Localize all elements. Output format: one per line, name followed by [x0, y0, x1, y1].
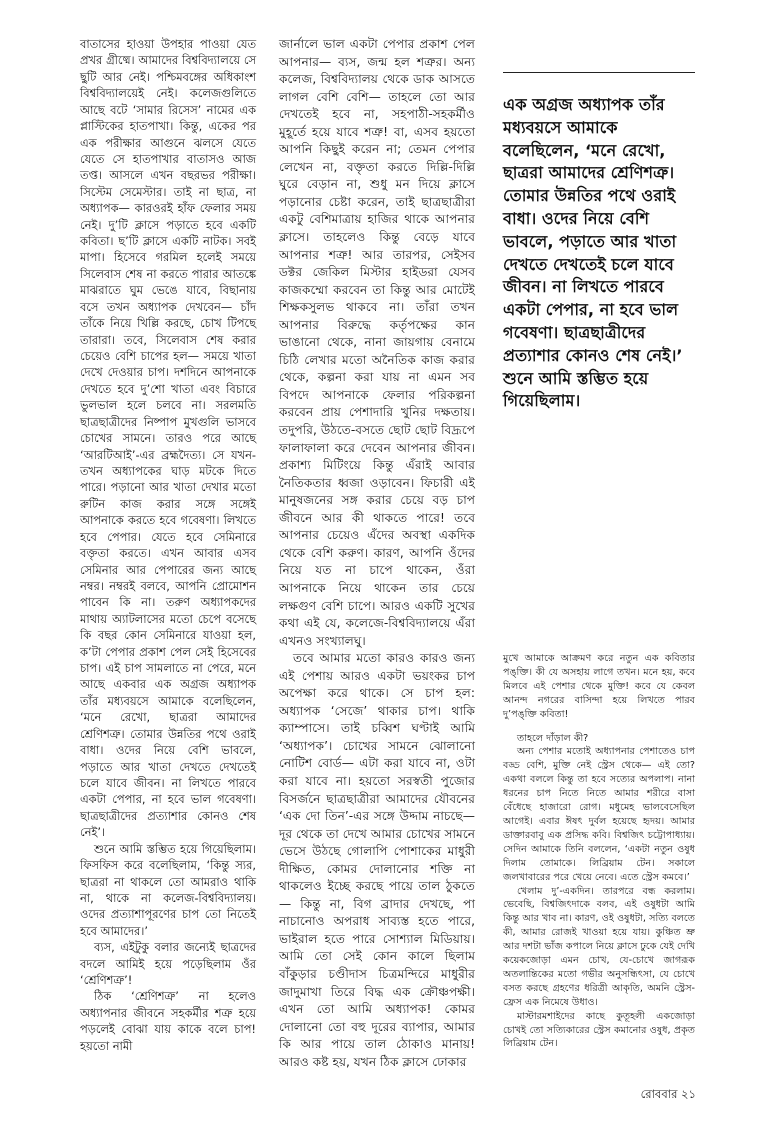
subheading: তাহলে দাঁড়াল কী?	[517, 732, 589, 744]
pull-quote: এক অগ্রজ অধ্যাপক তাঁর মধ্যবয়সে আমাকে বলেছিলেন, ‘মনে রেখো, ছাত্ররা আমাদের শ্রেণিশত্রু। তোমার উন্নতির পথে ওরাই বাধা। ওদের নিয়ে বেশি ভাবলে, পড়াতে আর খাতা দেখতে দেখতেই চলে যাবে জীবন। না লিখতে পারবে একটা পেপার, না হবে ভাল গবেষণা। ছাত্রছাত্রীদের প্রত্যাশার কোনও শেষ নেই।’ শুনে আমি স্তম্ভিত হয়ে গিয়েছিলাম।	[503, 95, 683, 411]
pull-quote-rule	[503, 72, 695, 73]
paragraph: অন্য পেশার মতোই অধ্যাপনার পেশাতেও চাপ বড্ড বেশি, মুক্তি নেই স্ট্রেস থেকে— এই তো? একথা বললে কিন্তু তা হবে সত্যের অপলাপ। নানা ধরনের চাপ নিতে নিতে আমার শরীরে বাসা বেঁধেছে হাজারো রোগ। মধুমেহ ভালবেসেছিল আগেই। এবার ঈষৎ দুর্বল হয়েছে হৃদয়। আমার ডাক্তারবাবু এক প্রসিদ্ধ কবি। বিশ্বজিৎ চট্টোপাধ্যায়। সেদিন আমাকে তিনি বললেন, ‘একটা নতুন ওষুধ দিলাম তোমাকে। লিব্রিয়াম টেন। সকালে জলখাবারের পরে খেয়ে নেবে। এতে স্ট্রেস কমবে।’	[503, 746, 695, 883]
article-column-3	[503, 652, 695, 1051]
paragraph: ব্যস, এইটুকু বলার জন্যেই ছাত্রদের বদলে আমিই হয়ে পড়েছিলাম ওঁর ‘শ্রেণিশত্রু’!	[80, 940, 256, 988]
paragraph: জার্নালে ভাল একটা পেপার প্রকাশ পেল আপনার— ব্যস, জন্ম হল শত্রুর। অন্য কলেজ, বিশ্ববিদ্যালয় থেকে ডাক আসতে লাগল বেশি বেশি— তাহলে তো আর দেখতেই হবে না, সহপাঠী-সহকর্মীও মুহূর্তে হয়ে যাবে শত্রু! বা, এসব হয়তো আপনি কিছুই করেন না; তেমন পেপার লেখেন না, বক্তৃতা করতে দিল্লি-দিল্লি ঘুরে বেড়ান না, শুধু মন দিয়ে ক্লাসে পড়ানোর চেষ্টা করেন, তাই ছাত্রছাত্রীরা একটু বেশিমাত্রায় হাজির থাকে আপনার ক্লাসে। তাহলেও কিন্তু বেড়ে যাবে আপনার শত্রু! আর তারপর, সেইসব ডক্টর জেকিল মিস্টার হাইডরা যেসব কাজকম্মো করবেন তা কিন্তু আর মোটেই শিক্ষকসুলভ থাকবে না। তাঁরা তখন আপনার বিরুদ্ধে কর্তৃপক্ষের কান ভাঙানো থেকে, নানা জায়গায় বেনামে চিঠি লেখার মতো অনৈতিক কাজ করার থেকে, কল্পনা করা যায় না এমন সব বিপদে আপনাকে ফেলার পরিকল্পনা করবেন প্রায় পেশাদারি খুনির দক্ষতায়। তদুপরি, উঠতে-বসতে ছোট ছোট বিদ্রূপে ফালাফালা করে দেবেন আপনার জীবন। প্রকাশ্য মিটিংয়ে কিন্তু এঁরাই আবার নৈতিকতার ধ্বজা ওড়াবেন। ফিচারী এই মানুষজনের সঙ্গ করার চেয়ে বড় চাপ জীবনে আর কী থাকতে পারে! তবে আপনার চেয়েও এঁদের অবস্থা একদিক থেকে বেশি করুণ। কারণ, আপনি ওঁদের নিয়ে যত না চাপে থাকেন, ওঁরা আপনাকে নিয়ে থাকেন তার চেয়ে লক্ষগুণ বেশি চাপে। আরও একটি সুখের কথা এই যে, কলেজে-বিশ্ববিদ্যালয়ে এঁরা এখনও সংখ্যালঘু।	[279, 37, 475, 648]
paragraph: তবে আমার মতো কারও কারও জন্য এই পেশায় আরও একটা ভয়ংকর চাপ অপেক্ষা করে থাকে। সে চাপ হল: অধ্যাপক ‘সেজে’ থাকার চাপ। থাকি ক্যাম্পাসে। তাই চব্বিশ ঘণ্টাই আমি ‘অধ্যাপক’। চোখের সামনে ঝোলানো নোটিশ বোর্ড— এটা করা যাবে না, ওটা করা যাবে না। হয়তো সরস্বতী পুজোর বিসর্জনে ছাত্রছাত্রীরা আমাদের যৌবনের ‘এক দো তিন’-এর সঙ্গে উদ্দাম নাচছে— দূর থেকে তা দেখে আমার চোখের সামনে ভেসে উঠছে গোলাপি পোশাকের মাধুরী দীক্ষিত, কোমর দোলানোর শক্তি না থাকলেও ইচ্ছে করছে পায়ে তাল ঠুকতে— কিন্তু না, বিগ ব্রাদার দেখছে, পা নাচানোও অপরাধ সাব্যস্ত হতে পারে, ভাইরাল হতে পারে সোশ্যাল মিডিয়ায়। আমি তো সেই কোন কালে ছিলাম বাঁকুড়ার চণ্ডীদাস চিত্রমন্দিরে মাধুরীর জাদুমাখা তিরে বিদ্ধ এক ক্রৌঞ্চপক্ষী। এখন তো আমি অধ্যাপক! কোমর দোলানো তো বহু দূরের ব্যাপার, আমার কি আর পায়ে তাল ঠোকাও মানায়! আরও কষ্ট হয়, যখন ঠিক ক্লাসে ঢোকার	[279, 651, 475, 1069]
paragraph: বাতাসের হাওয়া উপহার পাওয়া যেত প্রখর গ্রীষ্মে। আমাদের বিশ্ববিদ্যালয়ে সে ছুটি আর নেই। পশ্চিমবঙ্গের অধিকাংশ বিশ্ববিদ্যালয়েই নেই। কলেজগুলিতে আছে বটে ‘সামার রিসেস’ নামের এক প্লাস্টিকের হাতপাখা। কিন্তু, একের পর এক পরীক্ষার আগুনে ঝলসে যেতে যেতে সে হাতপাখার বাতাসও আজ তপ্ত। আসলে এখন বছরভর পরীক্ষা। সিস্টেম সেমেস্টার। তাই না ছাত্র, না অধ্যাপক— কারওরই হাঁফ ফেলার সময় নেই। দু’টি ক্লাসে পড়াতে হবে একটি কবিতা। ছ’টি ক্লাসে একটি নাটক। সবই মাপা। হিসেবে গরমিল হলেই সময়ে সিলেবাস শেষ না করতে পারার আতঙ্কে মাঝরাতে ঘুম ভেঙে যাবে, বিছানায় বসে তখন অধ্যাপক দেখবেন— চাঁদ তাঁকে নিয়ে খিল্লি করছে, চোখ টিপছে তারারা। তবে, সিলেবাস শেষ করার চেয়েও বেশি চাপের হল— সময়ে খাতা দেখে দেওয়ার চাপ। দশদিনে আপনাকে দেখতে হবে দু’শো খাতা এবং বিচারে ভুলভাল হলে চলবে না। সরলমতি ছাত্রছাত্রীদের নিষ্পাপ মুখগুলি ভাসবে চোখের সামনে। তারও পরে আছে ‘আরটিআই’-এর ব্রহ্মদৈত্য। সে যখন-তখন অধ্যাপকের ঘাড় মটকে দিতে পারে। পড়ানো আর খাতা দেখার মতো রুটিন কাজ করার সঙ্গে সঙ্গেই আপনাকে করতে হবে গবেষণা। লিখতে হবে পেপার। যেতে হবে সেমিনারে বক্তৃতা করতে। এখন আবার এসব সেমিনার আর পেপারের জন্য আছে নম্বর। নম্বরই বলবে, আপনি প্রোমোশন পাবেন কি না। তরুণ অধ্যাপকদের মাথায় অ্যাটলাসের মতো চেপে বসেছে কি বছর কোন সেমিনারে যাওয়া হল, ক’টা পেপার প্রকাশ পেল সেই হিসেবের চাপ। এই চাপ সামলাতে না পেরে, মনে আছে একবার এক অগ্রজ অধ্যাপক তাঁর মধ্যবয়সে আমাকে বলেছিলেন, ‘মনে রেখো, ছাত্ররা আমাদের শ্রেণিশত্রু। তোমার উন্নতির পথে ওরাই বাধা। ওদের নিয়ে বেশি ভাবলে, পড়াতে আর খাতা দেখতে দেখতেই চলে যাবে জীবন। না লিখতে পারবে একটা পেপার, না হবে ভাল গবেষণা। ছাত্রছাত্রীদের প্রত্যাশার কোনও শেষ নেই’।	[80, 37, 256, 840]
paragraph: খেলাম দু’-একদিন। তারপরে বন্ধ করলাম। ভেবেছি, বিশ্বজিৎদাকে বলব, এই ওষুধটা আমি কিন্তু আর খাব না। কারণ, ওই ওষুধটা, সত্যি বলতে কী, আমার রোজই খাওয়া হয়ে যায়। কুঞ্চিত ভ্রু আর দশটা ভাঁজ কপালে নিয়ে ক্লাসে ঢুকে যেই দেখি কয়েকজোড়া এমন চোখ, যে-চোখে জাগরূক অতলান্তিকের মতো গভীর অনুসন্ধিৎসা, যে চোখে বসত করছে গ্রহণের ধরিত্রী আকৃতি, অমনি স্ট্রেস-ফ্রেস এক নিমেষে উধাও।	[503, 885, 695, 1008]
article-column-1	[80, 36, 256, 1054]
paragraph: মাস্টারমশাইদের কাছে কুতূহলী একজোড়া চোখই তো সত্যিকারের স্ট্রেস কমানোর ওষুধ, প্রকৃত লিব্রিয়াম টেন।	[503, 1010, 695, 1050]
paragraph: শুনে আমি স্তম্ভিত হয়ে গিয়েছিলাম। ফিসফিস করে বলেছিলাম, ‘কিন্তু স্যর, ছাত্ররা না থাকলে তো আমরাও থাকি না, থাকে না কলেজ-বিশ্ববিদ্যালয়। ওদের প্রত্যাশাপূরণের চাপ তো নিতেই হবে আমাদের।’	[80, 841, 256, 938]
paragraph: মুখে আমাকে আক্রমণ করে নতুন এক কবিতার পঙ্‌ক্তি। কী যে অসহায় লাগে তখন। মনে হয়, কবে মিলবে এই পেশার থেকে মুক্তি! কবে যে কেবল আনন্দ নগরের বাসিন্দা হয়ে লিখতে পারব দু’পঙ্‌ক্তি কবিতা!	[503, 653, 695, 720]
paragraph: ঠিক ‘শ্রেণিশত্রু’ না হলেও অধ্যাপনার জীবনে সহকর্মীর শত্রু হয়ে পড়লেই বোঝা যায় কাকে বলে চাপ! হয়তো নামী	[80, 989, 256, 1053]
article-column-2	[279, 36, 475, 1071]
paragraph-gap	[503, 722, 695, 732]
page-folio: রোববার ২১	[640, 1087, 696, 1101]
